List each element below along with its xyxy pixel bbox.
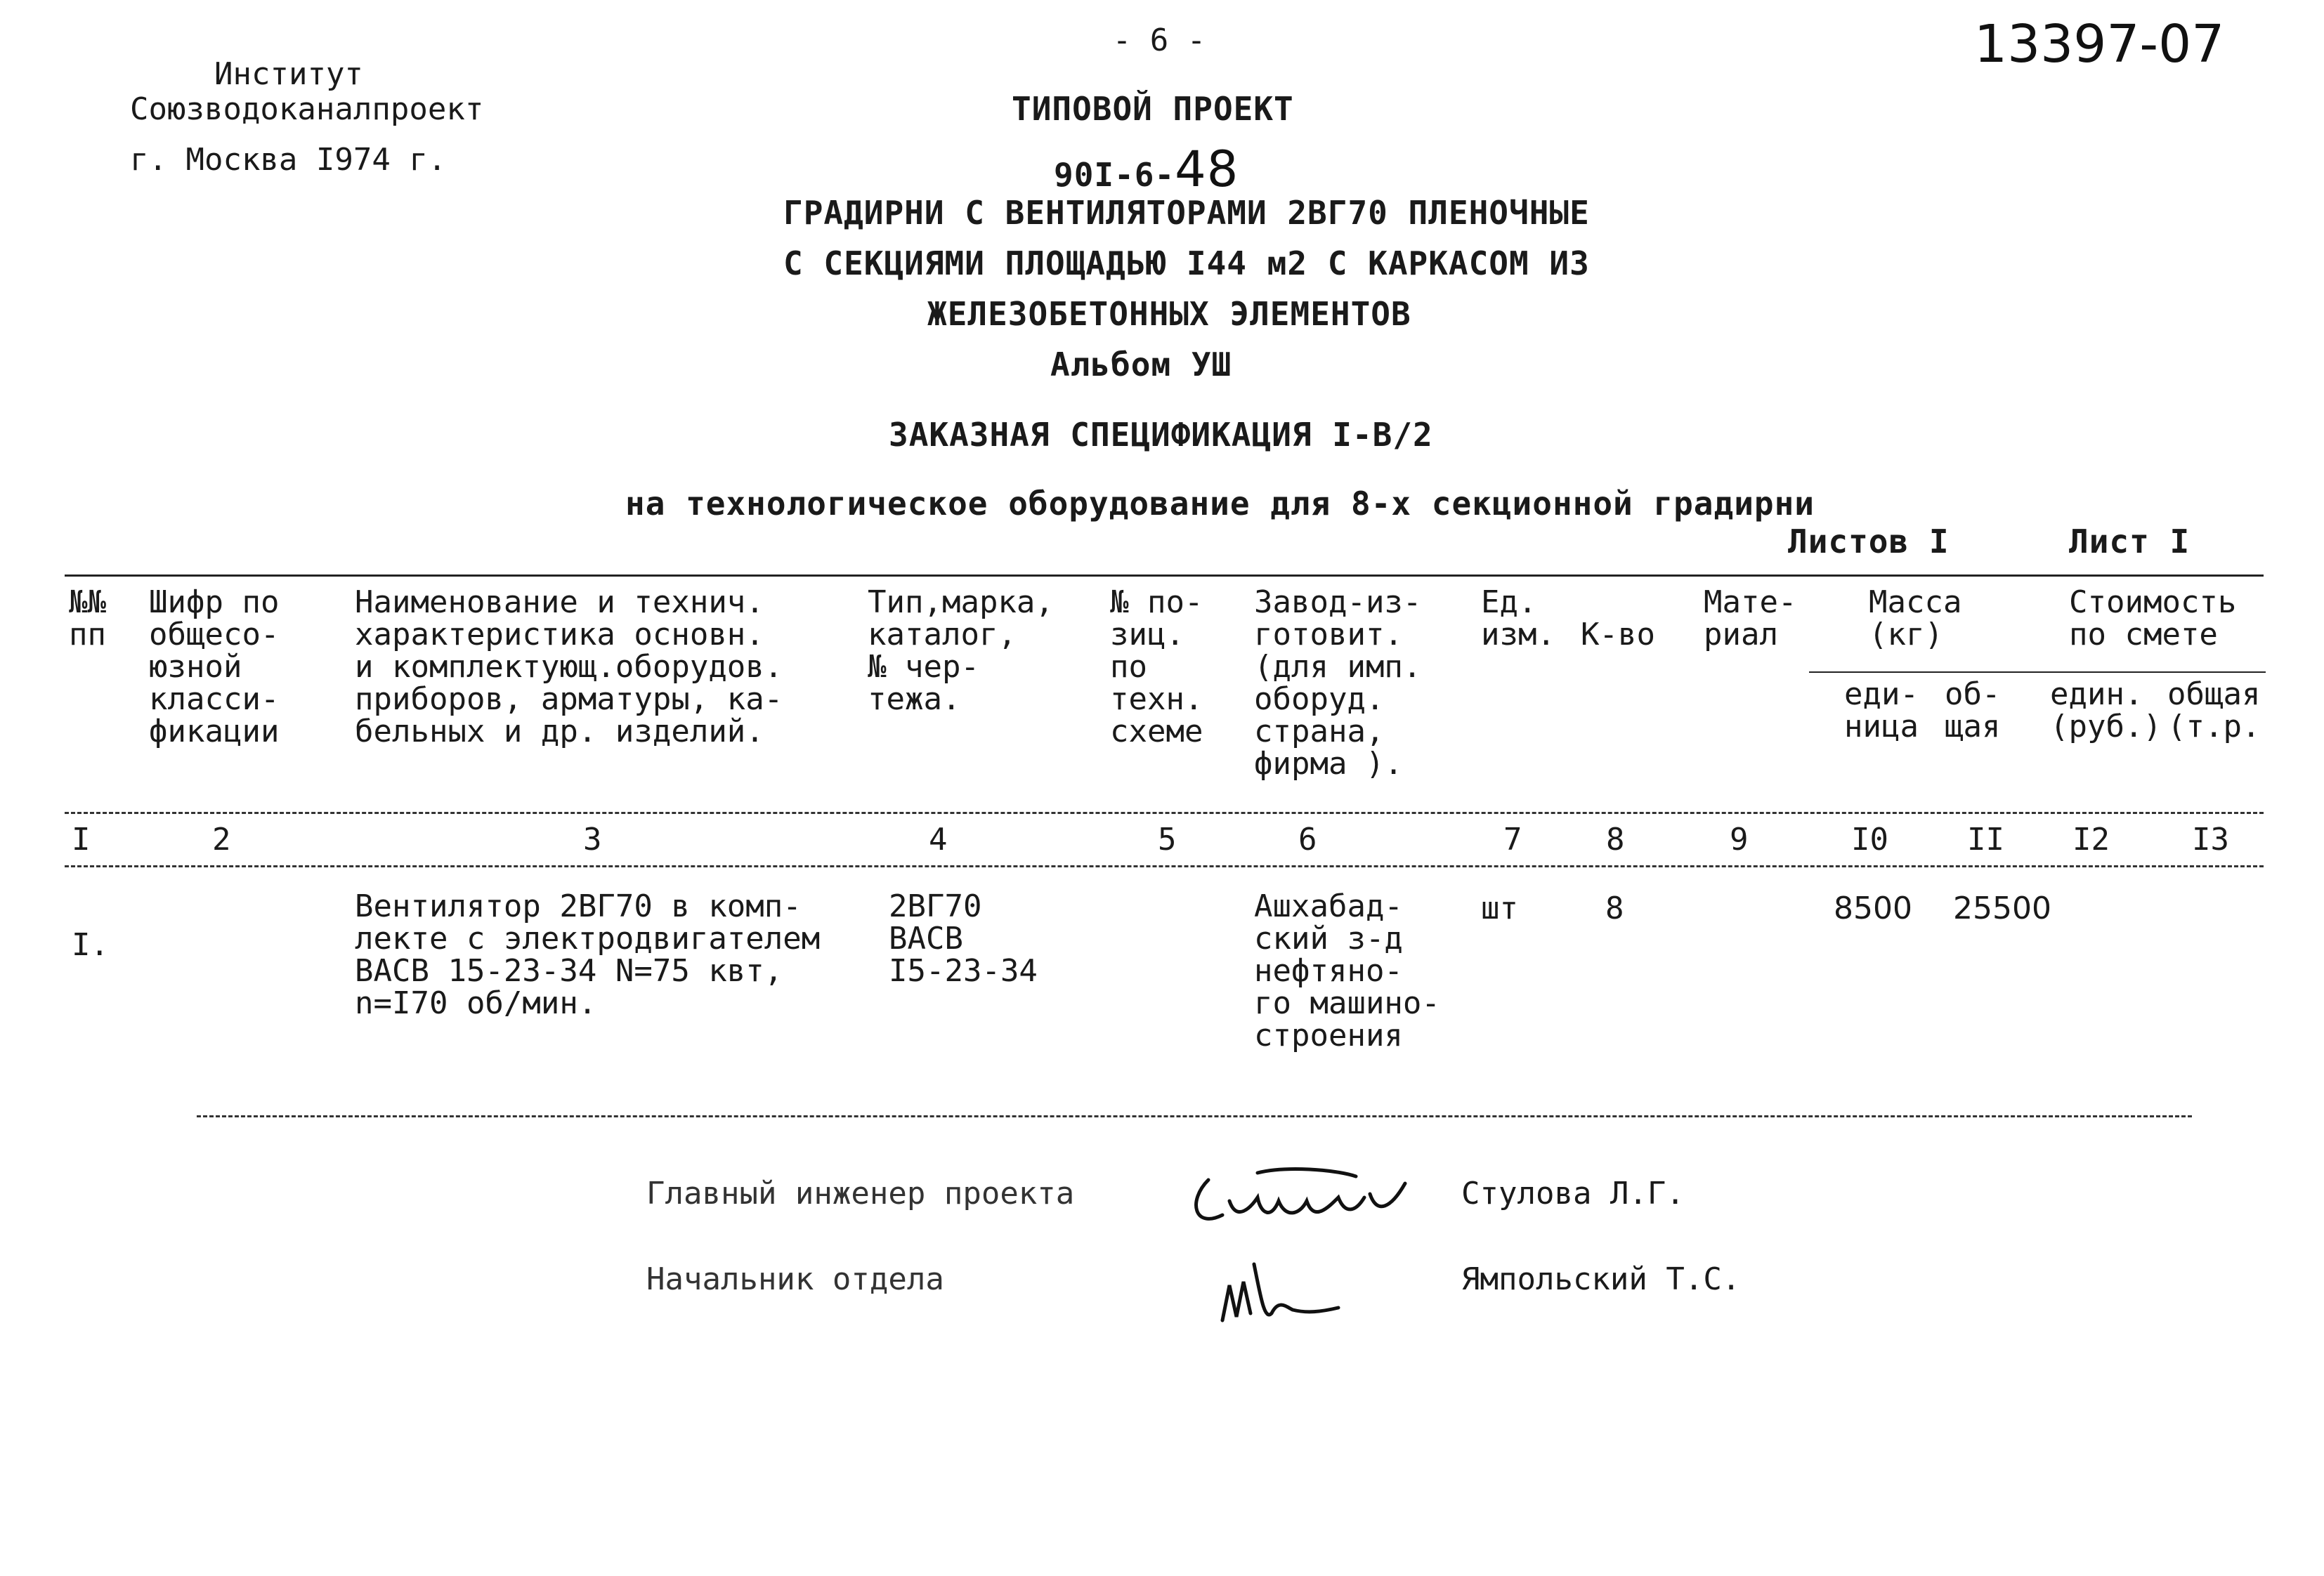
header-type: Тип,марка, каталог, № чер- тежа.: [868, 584, 1054, 717]
row-type: 2ВГ70 ВАСВ I5-23-34: [889, 888, 1038, 989]
header-mass: Масса (кг): [1869, 584, 1962, 652]
row-manufacturer: Ашхабад- ский з-д нефтяно- го машино- строения: [1254, 888, 1440, 1053]
institute-label: Институт: [214, 56, 363, 92]
header-classification-code: Шифр по общесо- юзной класси- фикации: [149, 584, 280, 749]
column-numbers-rule: [65, 865, 2264, 867]
header-name: Наименование и технич. характеристика основн. и комплектующ.оборудов. приборов, арматуры, ка- бельных и др. изделий.: [355, 584, 783, 749]
row-unit: шт: [1481, 891, 1518, 926]
table-bottom-rule: [197, 1115, 2192, 1117]
col-number-6: 6: [1298, 822, 1317, 858]
row-name: Вентилятор 2ВГ70 в комп- лекте с электродвигателем ВАСВ 15-23-34 N=75 квт, n=I70 об/мин.: [355, 888, 821, 1021]
chief-engineer-signature-icon: [1180, 1159, 1419, 1243]
department-head-name: Ямпольский Т.С.: [1461, 1261, 1741, 1297]
header-material: Мате- риал: [1704, 584, 1797, 652]
header-mass-total: об- щая: [1945, 676, 2001, 744]
title-line-1: ГРАДИРНИ С ВЕНТИЛЯТОРАМИ 2ВГ70 ПЛЕНОЧНЫЕ: [783, 194, 1590, 232]
col-number-2: 2: [212, 822, 231, 858]
col-number-13: I3: [2192, 822, 2229, 858]
header-cost-unit: един. (руб.): [2050, 676, 2162, 744]
col-number-7: 7: [1503, 822, 1522, 858]
header-unit: Ед. изм.: [1481, 584, 1555, 652]
row-qty: 8: [1605, 891, 1624, 926]
typical-project-label: ТИПОВОЙ ПРОЕКТ: [1012, 90, 1294, 128]
row-mass-unit: 8500: [1834, 891, 1912, 926]
album-label: Альбом УШ: [1050, 346, 1232, 383]
handwritten-number: 13397-07: [1974, 14, 2225, 74]
col-number-11: II: [1967, 822, 2004, 858]
organization-name: Союзводоканалпроект: [130, 91, 484, 127]
col-number-8: 8: [1606, 822, 1625, 858]
header-cost: Стоимость по смете: [2069, 584, 2237, 652]
project-code: [1054, 140, 1239, 198]
subheader-rule: [1809, 671, 2266, 673]
spec-subtitle: на технологическое оборудование для 8-х секционной градирни: [625, 485, 1815, 523]
header-num: №№ пп: [69, 584, 106, 652]
header-position: № по- зиц. по техн. схеме: [1110, 584, 1203, 749]
col-number-3: 3: [583, 822, 602, 858]
spec-title: ЗАКАЗНАЯ СПЕЦИФИКАЦИЯ I-В/2: [889, 416, 1433, 454]
col-number-12: I2: [2072, 822, 2110, 858]
header-mass-unit: еди- ница: [1844, 676, 1919, 744]
chief-engineer-name: Стулова Л.Г.: [1461, 1176, 1685, 1211]
col-number-1: I: [72, 822, 91, 858]
sheet-number: Лист I: [2069, 523, 2191, 560]
city-year: г. Москва I974 г.: [130, 142, 447, 178]
project-code-printed: 90I-6-: [1054, 156, 1175, 194]
row-mass-total: 25500: [1953, 891, 2051, 926]
header-bottom-rule: [65, 812, 2264, 814]
title-line-3: ЖЕЛЕЗОБЕТОННЫХ ЭЛЕМЕНТОВ: [927, 295, 1411, 333]
header-manufacturer: Завод-из- готовит. (для имп. оборуд. страна, фирма ).: [1254, 584, 1422, 782]
chief-engineer-label: Главный инженер проекта: [646, 1176, 1075, 1211]
col-number-9: 9: [1730, 822, 1749, 858]
header-qty: К-во: [1581, 617, 1655, 652]
col-number-10: I0: [1851, 822, 1888, 858]
header-cost-total: общая (т.р.: [2167, 676, 2261, 744]
row-num: I.: [72, 927, 109, 963]
project-code-handwritten: 48: [1175, 140, 1239, 198]
department-head-label: Начальник отдела: [646, 1261, 944, 1297]
page-number: - 6 -: [1112, 22, 1206, 58]
title-line-2: С СЕКЦИЯМИ ПЛОЩАДЬЮ I44 м2 С КАРКАСОМ ИЗ: [783, 244, 1590, 282]
table-top-rule: [65, 574, 2264, 577]
department-head-signature-icon: [1215, 1257, 1349, 1334]
sheets-total: Листов I: [1788, 523, 1950, 560]
col-number-5: 5: [1158, 822, 1177, 858]
col-number-4: 4: [929, 822, 948, 858]
